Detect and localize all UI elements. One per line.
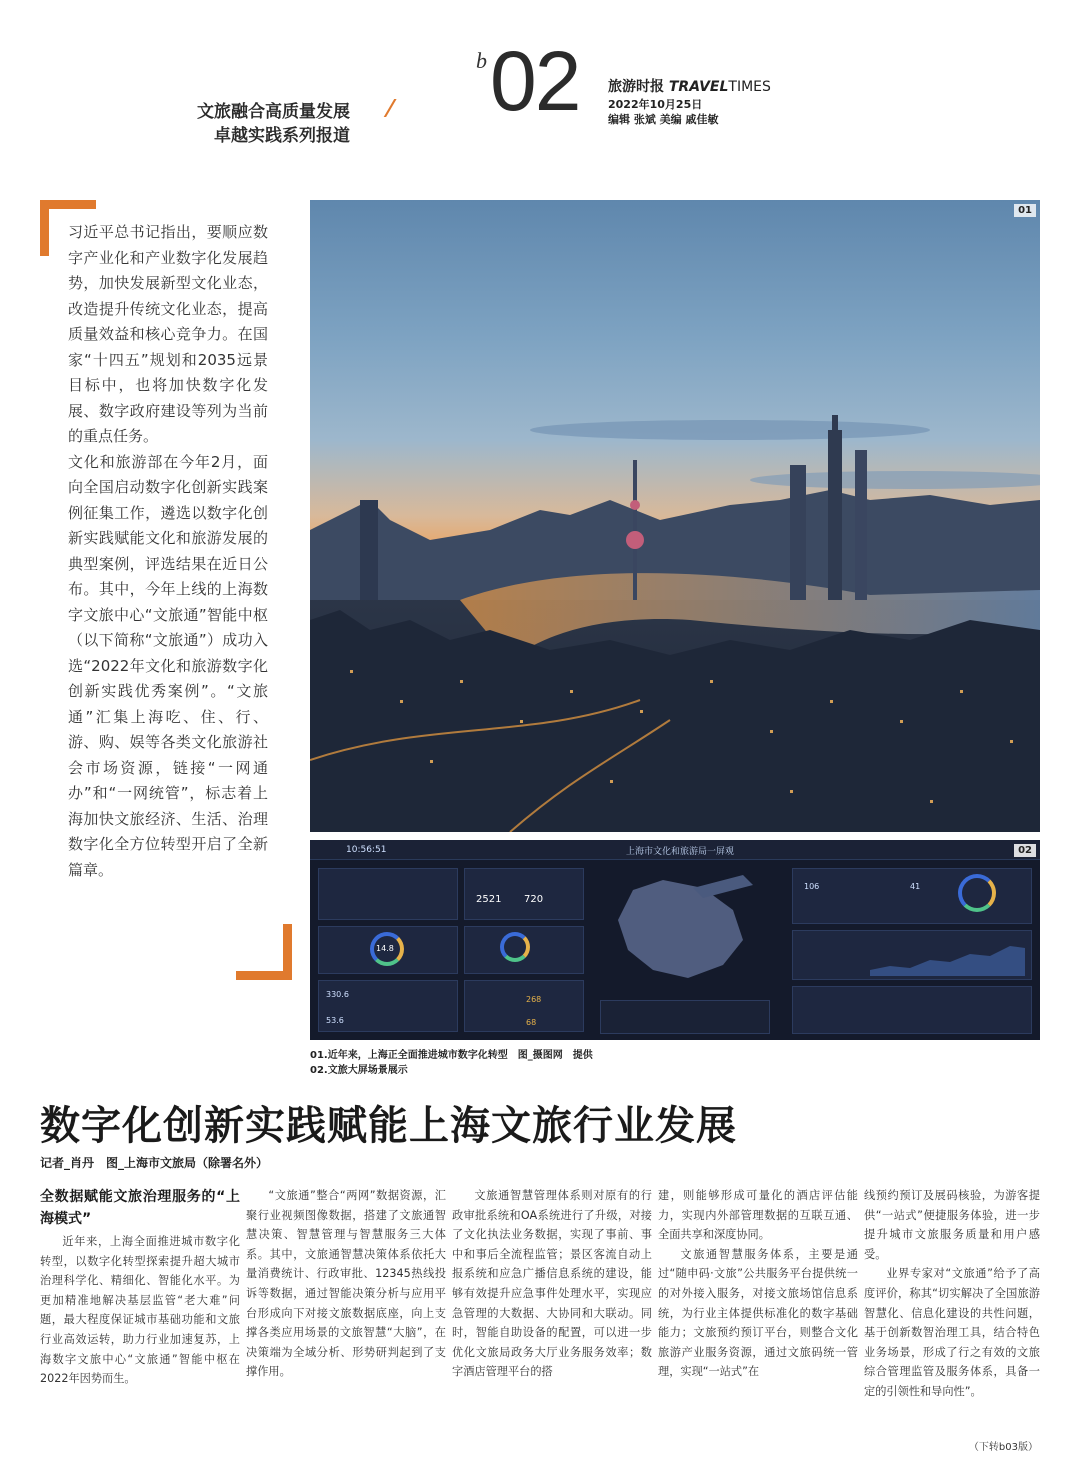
article-column-3 — [452, 1186, 652, 1382]
column-2-text: “文旅通”整合“两网”数据资源，汇聚行业视频图像数据，搭建了文旅通智慧决策、智慧管理与智慧服务三大体系。其中，文旅通智慧决策体系依托大量消费统计、行政审批、12345热线投诉等数据，通过智能决策分析与应用平台形成向下对接文旅数据底座，向上支撑各类应用场景的文旅智慧“大脑”，在决策端为全域分析、形势研判起到了支撑作用。 — [246, 1189, 446, 1379]
series-title-line1: 文旅融合高质量发展 — [197, 102, 350, 122]
dash-value-g: 106 — [804, 882, 820, 891]
article-column-5 — [864, 1186, 1040, 1402]
dash-value-h: 41 — [910, 882, 921, 891]
column-3-text: 文旅通智慧管理体系则对原有的行政审批系统和OA系统进行了升级，对接了文化执法业务数据，实现了事前、事中和事后全流程监管；景区客流自动上报系统和应急广播信息系统的建设，能够有效提升应急事件处理水平，实现应急管理的大数据、大协同和大联动。同时，智能自助设备的配置，可以进一步优化文旅局政务大厅业务服务效率；数字酒店管理平台的搭 — [452, 1189, 652, 1379]
skyline-illustration — [310, 200, 1040, 832]
slash-decoration: / — [382, 96, 398, 121]
dash-panel-6 — [464, 980, 584, 1032]
section-letter: b — [476, 48, 487, 73]
continued-note: （下转b03版） — [968, 1442, 1038, 1453]
dashboard-photo — [310, 840, 1040, 1040]
column-4-text-a: 建，则能够形成可量化的酒店评估能力，实现内外部管理数据的互联互通、全面共享和深度协同。 — [658, 1189, 858, 1242]
series-title — [150, 100, 350, 148]
photo-captions — [310, 1048, 593, 1078]
masthead-en-regular: TIMES — [728, 79, 771, 95]
dash-panel-9 — [792, 986, 1032, 1034]
dash-value-f: 68 — [526, 1018, 537, 1027]
dash-ring-2 — [500, 932, 530, 962]
article-byline: 记者_肖丹 图_上海市文旅局（除署名外） — [40, 1156, 269, 1170]
article-headline: 数字化创新实践赋能上海文旅行业发展 — [40, 1102, 737, 1149]
dash-value-b: 53.6 — [326, 1016, 344, 1025]
dash-value-c: 2521 — [476, 894, 502, 905]
dash-area-chart — [870, 936, 1025, 976]
photo-number-1: 01 — [1014, 204, 1036, 217]
masthead-en-bold: TRAVEL — [668, 79, 729, 95]
intro-paragraph-1: 习近平总书记指出，要顺应数字产业化和产业数字化发展趋势，加快发展新型文化业态，改造提升传统文化业态，提高质量效益和核心竞争力。在国家“十四五”规划和2035远景目标中，也将加快数字化发展、数字政府建设等列为当前的重点任务。 — [68, 223, 268, 445]
city-skyline-photo — [310, 200, 1040, 832]
column-4-text-b: 文旅通智慧服务体系，主要是通过“随申码·文旅”公共服务平台提供统一的对外接入服务，对接文旅场馆信息系统，为行业主体提供标准化的数字基础能力；文旅预约预订平台，则整合文化旅游产业服务资源，通过文旅码统一管理，实现“一站式”在 — [658, 1247, 858, 1379]
intro-text — [68, 220, 268, 883]
column-1-text: 近年来，上海全面推进城市数字化转型，以数字化转型探索提升超大城市治理科学化、精细化、智能化水平。为更加精准地解决基层监管“老大难”问题，最大程度保证城市基础功能和文旅行业高效运转，助力行业加速复苏，上海数字文旅中心“文旅通”智能中枢在2022年因势而生。 — [40, 1235, 240, 1386]
issue-date: 2022年10月25日 — [608, 98, 703, 111]
editors-line: 编辑 张斌 美编 戚佳敏 — [608, 113, 719, 126]
masthead-cn: 旅游时报 — [608, 79, 664, 95]
page-number: 02 — [490, 34, 580, 128]
column-5-text-a: 线预约预订及展码核验，为游客提供“一站式”便捷服务体验，进一步提升城市文旅服务质量和用户感受。 — [864, 1189, 1040, 1261]
dash-panel-1 — [318, 868, 458, 920]
dash-ring-3 — [958, 874, 996, 912]
dashboard-time: 10:56:51 — [346, 845, 387, 855]
dash-legend-panel — [600, 1000, 770, 1034]
dashboard-map — [593, 870, 768, 990]
dash-value-a: 330.6 — [326, 990, 349, 999]
intro-paragraph-2: 文化和旅游部在今年2月，面向全国启动数字化创新实践案例征集工作，遴选以数字化创新实践赋能文化和旅游发展的典型案例，评选结果在近日公布。其中，今年上线的上海数字文旅中心“文旅通”智能中枢（以下简称“文旅通”）成功入选“2022年文化和旅游数字化创新实践优秀案例”。“文旅通”汇集上海吃、住、行、游、购、娱等各类文化旅游社会市场资源，链接“一网通办”和“一网统管”，标志着上海加快文旅经济、生活、治理数字化全方位转型开启了全新篇章。 — [68, 452, 268, 879]
article-subhead: 全数据赋能文旅治理服务的“上海模式” — [40, 1189, 240, 1227]
dash-value-e: 268 — [526, 995, 542, 1004]
article-column-4 — [658, 1186, 858, 1382]
caption-1: 01.近年来，上海正全面推进城市数字化转型 图_摄图网 提供 — [310, 1050, 593, 1061]
bracket-bottom-right — [236, 924, 292, 980]
caption-2: 02.文旅大屏场景展示 — [310, 1065, 408, 1076]
photo-number-2: 02 — [1014, 844, 1036, 857]
article-column-1 — [40, 1186, 240, 1389]
dash-value-d: 720 — [524, 894, 544, 905]
dash-ring-value: 14.8 — [376, 944, 394, 953]
dash-panel-7 — [792, 868, 1032, 924]
masthead — [608, 76, 771, 96]
article-column-2 — [246, 1186, 446, 1382]
series-title-line2: 卓越实践系列报道 — [214, 126, 350, 146]
dashboard-title: 上海市文化和旅游局一屏观 — [625, 847, 734, 857]
column-5-text-b: 业界专家对“文旅通”给予了高度评价，称其“切实解决了全国旅游智慧化、信息化建设的共性问题，基于创新数智治理工具，结合特色业务场景，形成了行之有效的文旅综合管理监管及服务体系，具备一定的引领性和导向性”。 — [864, 1267, 1040, 1398]
